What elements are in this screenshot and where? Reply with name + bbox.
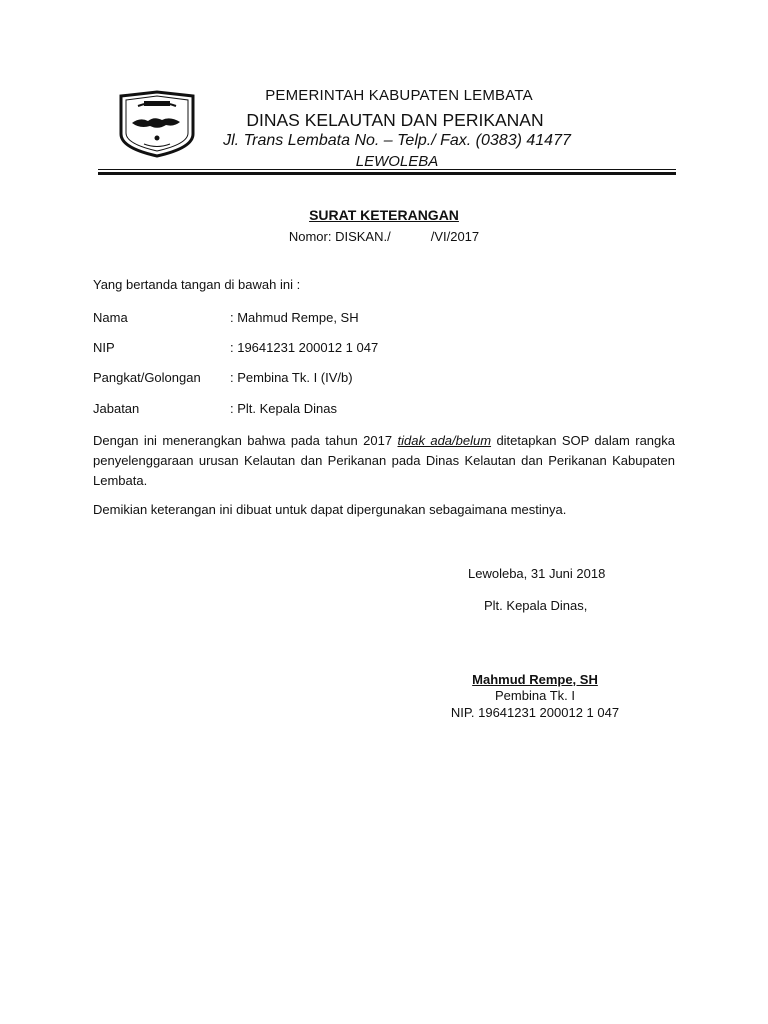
field-value-position: : Plt. Kepala Dinas — [230, 401, 337, 416]
field-label-name: Nama — [93, 310, 128, 325]
signatory-name: Mahmud Rempe, SH — [472, 672, 598, 687]
field-label-nip: NIP — [93, 340, 115, 355]
signatory-nip: NIP. 19641231 200012 1 047 — [450, 705, 620, 720]
statement-text-before: Dengan ini menerangkan bahwa pada tahun 2017 — [93, 433, 398, 448]
signatory-rank: Pembina Tk. I — [495, 688, 575, 703]
letterhead-address: Jl. Trans Lembata No. – Telp./ Fax. (0383) 41477 — [223, 132, 571, 149]
signatory-position: Plt. Kepala Dinas, — [484, 598, 588, 613]
document-title: SURAT KETERANGAN — [309, 207, 459, 223]
statement-emphasis: tidak ada/belum — [397, 433, 492, 448]
document-number-suffix: /VI/2017 — [430, 229, 480, 244]
letterhead-divider-thick — [98, 172, 676, 175]
statement-text-after: ditetapkan SOP dalam rangka penyelenggaraan urusan Kelautan dan Perikanan pada Dinas Kelautan dan Perikanan Kabupaten Lembata. — [93, 433, 675, 488]
field-value-name: : Mahmud Rempe, SH — [230, 310, 359, 325]
field-value-nip: : 19641231 200012 1 047 — [230, 340, 379, 355]
field-value-rank: : Pembina Tk. I (IV/b) — [230, 370, 353, 385]
document-number-prefix: Nomor: DISKAN./ — [288, 229, 391, 244]
statement-paragraph — [93, 431, 675, 491]
document-number — [0, 229, 768, 244]
letterhead-government: PEMERINTAH KABUPATEN LEMBATA — [265, 87, 533, 104]
letterhead-divider-thin — [98, 169, 676, 170]
letterhead-agency: DINAS KELAUTAN DAN PERIKANAN — [246, 110, 544, 130]
letterhead-city: LEWOLEBA — [355, 153, 439, 170]
place-date: Lewoleba, 31 Juni 2018 — [468, 566, 606, 581]
field-label-position: Jabatan — [93, 401, 140, 416]
field-label-rank: Pangkat/Golongan — [93, 370, 201, 385]
closing-text: Demikian keterangan ini dibuat untuk dapat dipergunakan sebagaimana mestinya. — [93, 502, 567, 517]
intro-text: Yang bertanda tangan di bawah ini : — [93, 277, 301, 292]
